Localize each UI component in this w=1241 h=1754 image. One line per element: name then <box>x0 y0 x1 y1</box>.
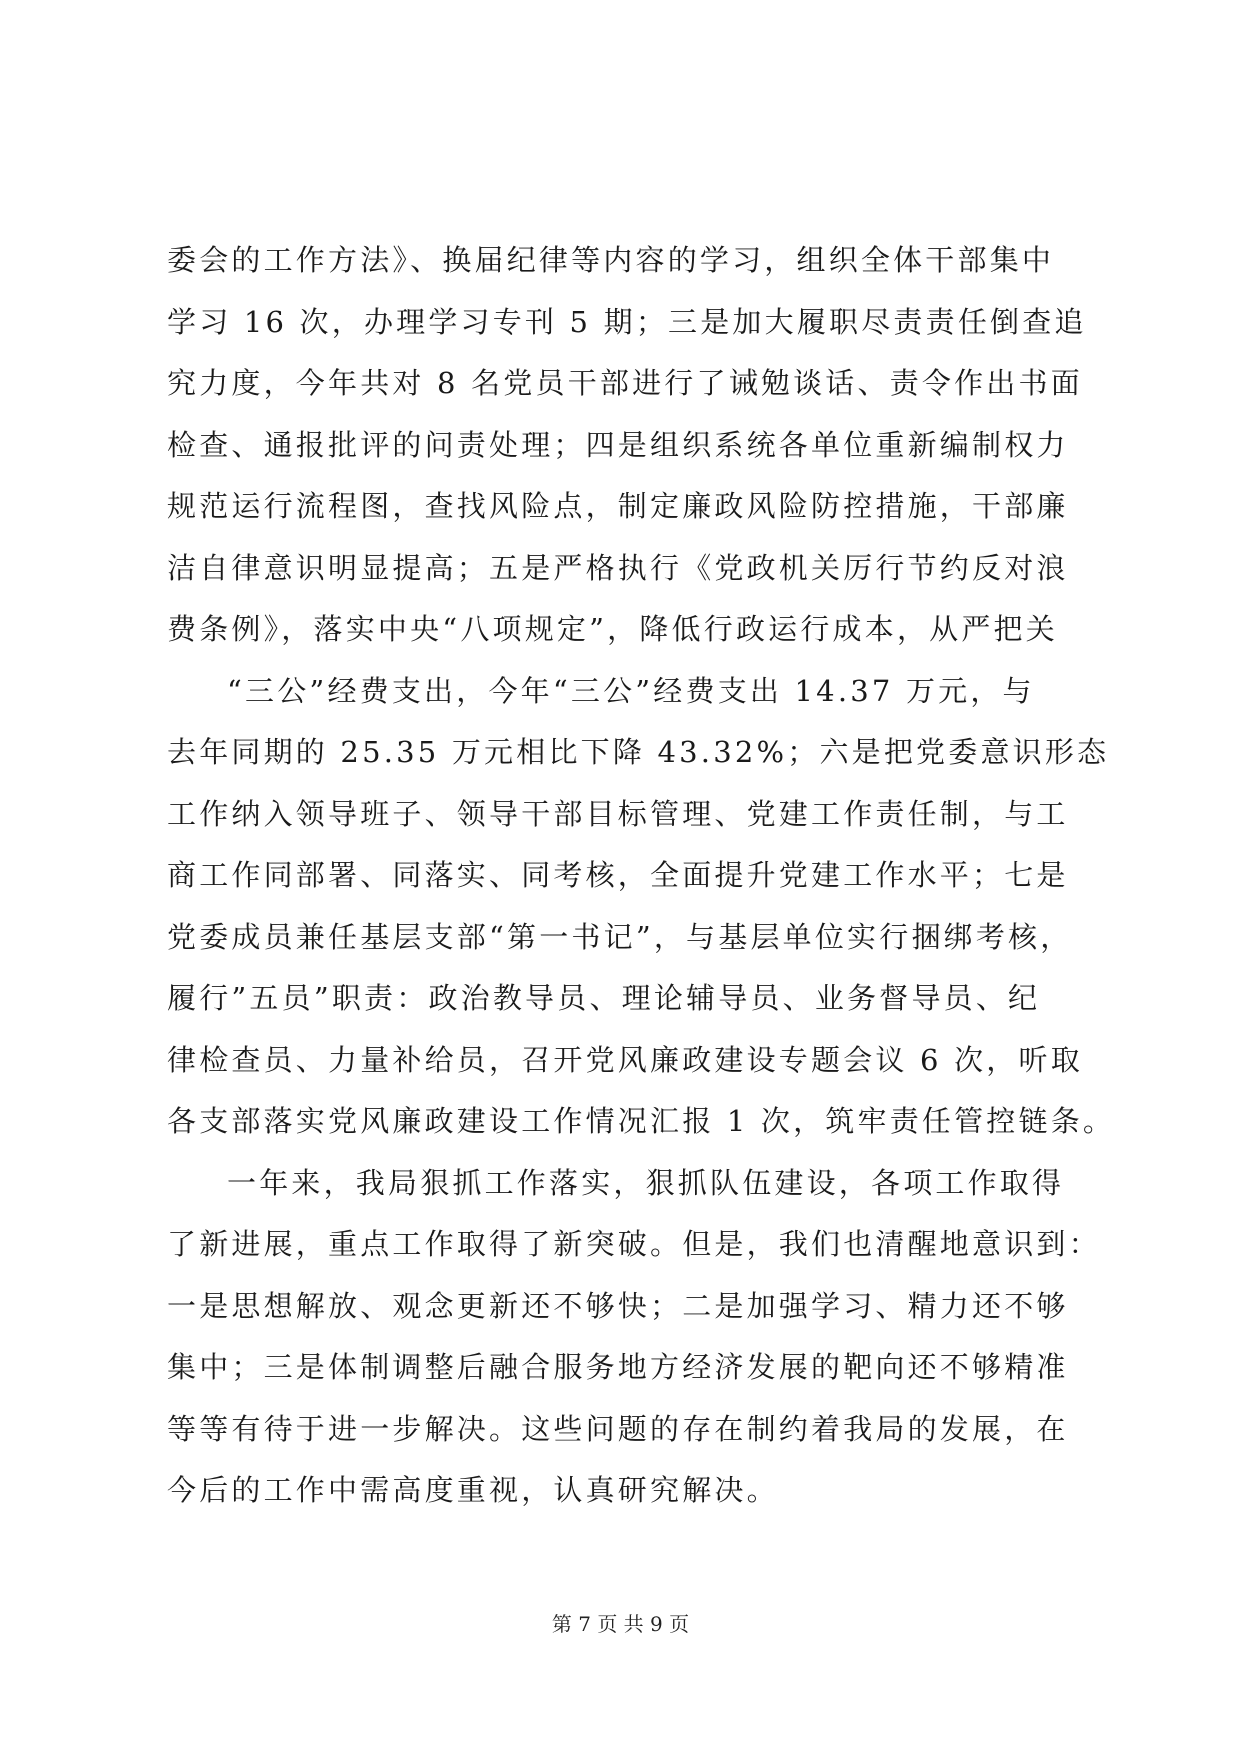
text-line: 去年同期的 25.35 万元相比下降 43.32%；六是把党委意识形态 <box>167 735 1110 769</box>
text-line: 洁自律意识明显提高；五是严格执行《党政机关厉行节约反对浪 <box>167 550 1069 585</box>
text-line: 检查、通报批评的问责处理；四是组织系统各单位重新编制权力 <box>167 427 1069 462</box>
text-line: 究力度，今年共对 8 名党员干部进行了诫勉谈话、责令作出书面 <box>167 366 1083 400</box>
page-number-footer: 第 7 页 共 9 页 <box>551 1612 690 1636</box>
text-line: 商工作同部署、同落实、同考核，全面提升党建工作水平；七是 <box>167 858 1069 892</box>
text-line: 集中；三是体制调整后融合服务地方经济发展的靶向还不够精准 <box>167 1350 1069 1384</box>
text-line: 履行”五员”职责：政治教导员、理论辅导员、业务督导员、纪 <box>167 981 1041 1015</box>
text-line: 今后的工作中需高度重视，认真研究解决。 <box>167 1473 779 1507</box>
text-line: 律检查员、力量补给员，召开党风廉政建设专题会议 6 次，听取 <box>167 1042 1083 1077</box>
text-line: “三公”经费支出，今年“三公”经费支出 14.37 万元，与 <box>227 673 1035 708</box>
text-line: 一是思想解放、观念更新还不够快；二是加强学习、精力还不够 <box>167 1288 1069 1323</box>
text-line: 学习 16 次，办理学习专刊 5 期；三是加大履职尽责责任倒查追 <box>167 304 1087 339</box>
document-body <box>167 230 1116 1522</box>
text-line: 党委成员兼任基层支部“第一书记”，与基层单位实行捆绑考核， <box>167 919 1073 954</box>
text-line: 委会的工作方法》、换届纪律等内容的学习，组织全体干部集中 <box>167 243 1055 277</box>
text-line: 费条例》，落实中央“八项规定”，降低行政运行成本，从严把关 <box>167 612 1058 646</box>
text-line: 一年来，我局狠抓工作落实，狠抓队伍建设，各项工作取得 <box>227 1165 1065 1200</box>
text-line: 各支部落实党风廉政建设工作情况汇报 1 次，筑牢责任管控链条。 <box>167 1104 1116 1138</box>
text-line: 规范运行流程图，查找风险点，制定廉政风险防控措施，干部廉 <box>167 489 1069 523</box>
text-line: 工作纳入领导班子、领导干部目标管理、党建工作责任制，与工 <box>167 796 1069 831</box>
text-line: 等等有待于进一步解决。这些问题的存在制约着我局的发展，在 <box>167 1411 1069 1446</box>
text-line: 了新进展，重点工作取得了新突破。但是，我们也清醒地意识到： <box>167 1227 1101 1261</box>
